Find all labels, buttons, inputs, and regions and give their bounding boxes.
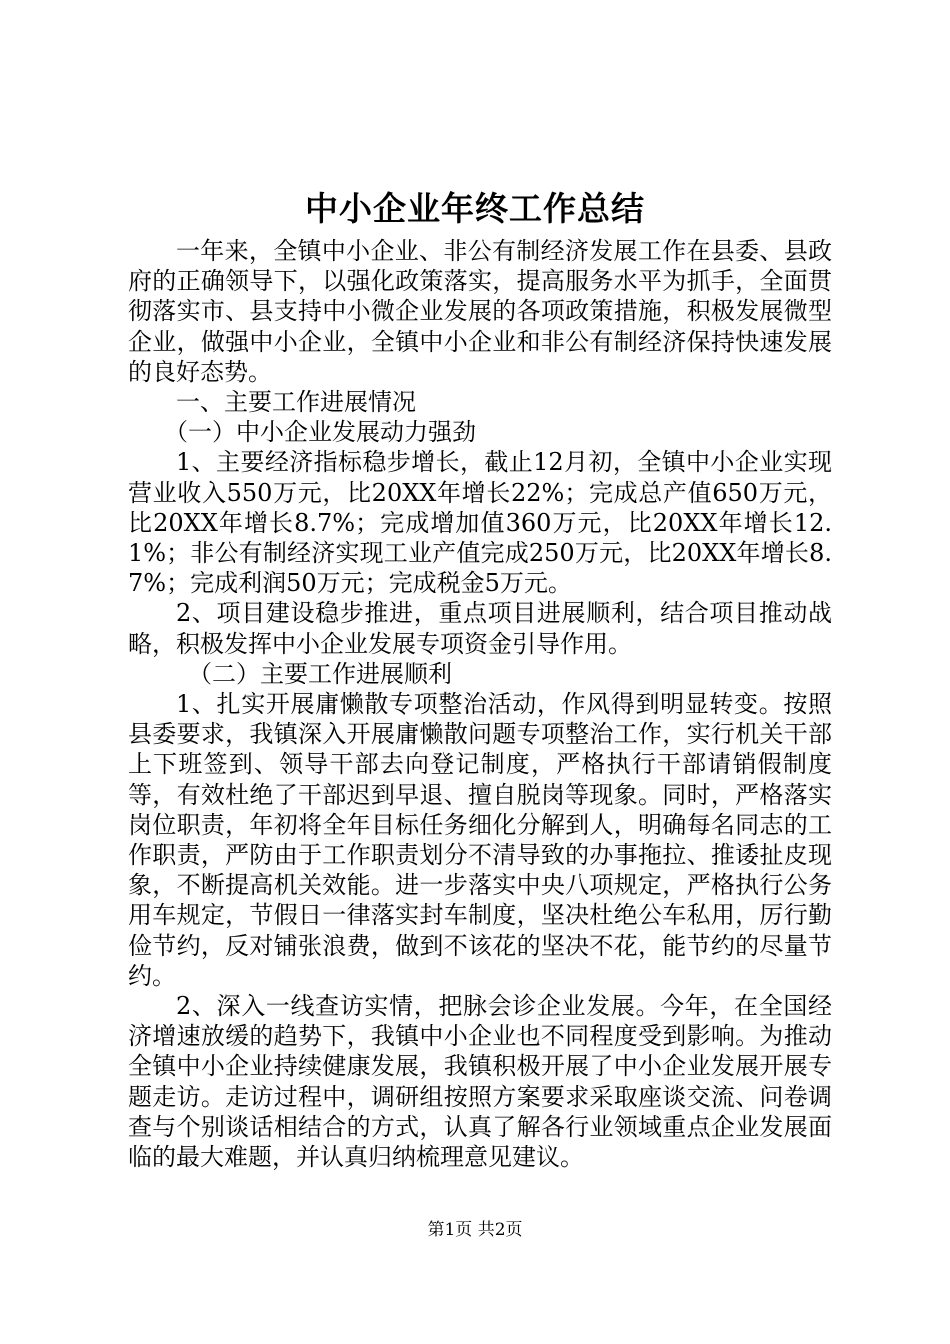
- body-paragraph: 1、主要经济指标稳步增长，截止12月初，全镇中小企业实现营业收入550万元，比20XX年增长22%；完成总产值650万元，比20XX年增长8.7%；完成增加值360万元，比20XX年增长12.1%；非公有制经济实现工业产值完成250万元，比20XX年增长8.7%；完成利润50万元；完成税金5万元。: [128, 448, 832, 598]
- page-number-footer: 第1页 共2页: [427, 1220, 523, 1240]
- body-paragraph: 2、深入一线查访实情，把脉会诊企业发展。今年，在全国经济增速放缓的趋势下，我镇中小企业也不同程度受到影响。为推动全镇中小企业持续健康发展，我镇积极开展了中小企业发展开展专题走访。走访过程中，调研组按照方案要求采取座谈交流、问卷调查与个别谈话相结合的方式，认真了解各行业领域重点企业发展面临的最大难题，并认真归纳梳理意见建议。: [128, 992, 832, 1172]
- document-title: 中小企业年终工作总结: [305, 189, 645, 228]
- intro-paragraph: 一年来，全镇中小企业、非公有制经济发展工作在县委、县政府的正确领导下，以强化政策落实，提高服务水平为抓手，全面贯彻落实市、县支持中小微企业发展的各项政策措施，积极发展微型企业，做强中小企业，全镇中小企业和非公有制经济保持快速发展的良好态势。: [128, 237, 832, 386]
- document-body: [128, 236, 832, 1172]
- body-paragraph: 2、项目建设稳步推进，重点项目进展顺利，结合项目推动战略，积极发挥中小企业发展专项资金引导作用。: [128, 599, 832, 658]
- subsection-heading-1: （一）中小企业发展动力强劲: [164, 418, 476, 447]
- body-paragraph: 1、扎实开展庸懒散专项整治活动，作风得到明显转变。按照县委要求，我镇深入开展庸懒散问题专项整治工作，实行机关干部上下班签到、领导干部去向登记制度，严格执行干部请销假制度等，有效杜绝了干部迟到早退、擅自脱岗等现象。同时，严格落实岗位职责，年初将全年目标任务细化分解到人，明确每名同志的工作职责，严防由于工作职责划分不清导致的办事拖拉、推诿扯皮现象，不断提高机关效能。进一步落实中央八项规定，严格执行公务用车规定，节假日一律落实封车制度，坚决杜绝公车私用，厉行勤俭节约，反对铺张浪费，做到不该花的坚决不花，能节约的尽量节约。: [128, 690, 832, 990]
- subsection-heading-2: （二）主要工作进展顺利: [188, 659, 452, 688]
- section-heading-1: 一、主要工作进展情况: [176, 388, 416, 417]
